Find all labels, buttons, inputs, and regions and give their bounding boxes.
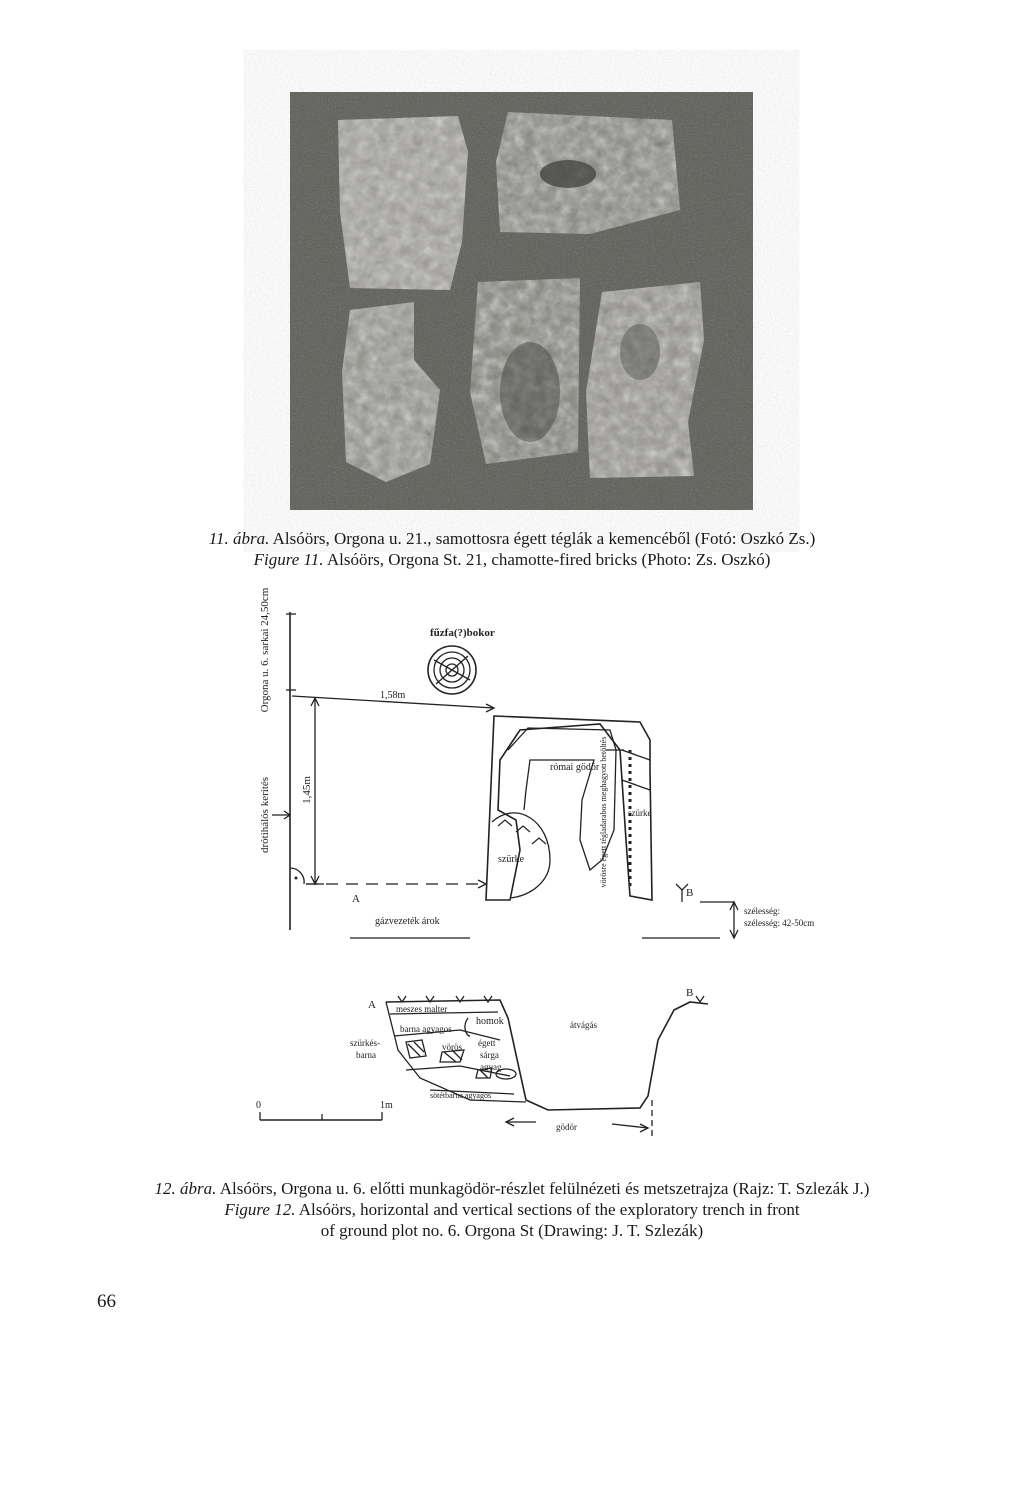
plan-point-b: B [686, 887, 694, 899]
burnt-label: égett [478, 1038, 496, 1048]
figure-12-label: 12. ábra. [154, 1179, 217, 1198]
brick-fill-label: vörösre égett tégladarabos meghagyott betöltés [599, 736, 608, 888]
lime-mortar-label: meszes malter [396, 1004, 448, 1014]
page-number: 66 [97, 1291, 116, 1312]
figure-11-caption [0, 528, 1024, 570]
red-label: vörös [442, 1042, 462, 1052]
trench-drawing [230, 587, 815, 1150]
sand-label: homok [476, 1016, 504, 1027]
dim-width-label: 1,58m [380, 690, 406, 701]
brown-clay-label: barna agyagos [400, 1024, 452, 1034]
plan-point-a: A [352, 893, 360, 905]
width-label: szélesség: 42-50cm [744, 918, 815, 928]
figure-12-caption-en-2: of ground plot no. 6. Orgona St (Drawing: J. T. Szlezák) [320, 1221, 704, 1240]
figure-12-caption-en-1 [0, 1199, 1024, 1220]
figure-11-caption-en-text: Alsóörs, Orgona St. 21, chamotte-fired bricks (Photo: Zs. Oszkó) [323, 550, 771, 569]
tree-label: fűzfa(?)bokor [430, 627, 495, 639]
figure-11-caption-hu [0, 528, 1024, 549]
grey-brown-label-1: szürkés- [350, 1038, 380, 1048]
figure-12-caption [0, 1178, 1024, 1241]
figure-11-caption-hu-text: Alsóörs, Orgona u. 21., samottosra égett téglák a kemencéből (Fotó: Oszkó Zs.) [269, 529, 816, 548]
dark-brown-clay-label: sötétbarna agyagos [430, 1091, 492, 1100]
grey-brown-label: barna [356, 1050, 376, 1060]
figure-11-label: 11. ábra. [208, 529, 270, 548]
dim-height-label: 1,45m [301, 776, 313, 804]
pit-label: gödör [556, 1122, 577, 1132]
figure-12-caption-hu-text: Alsóörs, Orgona u. 6. előtti munkagödör-részlet felülnézeti és metszetrajza (Rajz: T. Szlezák J.) [216, 1179, 870, 1198]
brick-photo [290, 92, 753, 510]
roman-pit-label: római gödör [550, 762, 600, 773]
plan-view [259, 587, 814, 938]
orgona-corner-label: Orgona u. 6. sarkai 24,50cm [259, 587, 271, 713]
brick-1 [338, 116, 468, 290]
width-label-1: szélesség: [744, 906, 780, 916]
figure-12-caption-hu [0, 1178, 1024, 1199]
figure-12-label-en: Figure 12. [224, 1200, 296, 1219]
tree-icon [428, 646, 476, 694]
brick-5 [586, 282, 704, 478]
clay-label: agyag [480, 1062, 502, 1072]
scale-one: 1m [380, 1100, 393, 1111]
figure-11-caption-en [0, 549, 1024, 570]
section-point-a: A [368, 999, 376, 1011]
figure-12-caption-en-text-1: Alsóörs, horizontal and vertical sections of the exploratory trench in front [295, 1200, 800, 1219]
scale-zero: 0 [256, 1100, 261, 1111]
grey-right-label: szürke [628, 808, 652, 818]
section-point-b: B [686, 987, 694, 999]
section-view [256, 987, 708, 1140]
yellow-label: sárga [480, 1050, 499, 1060]
grey-left-label: szürke [498, 854, 525, 865]
fence-label: drótihálós kerítés [259, 776, 271, 854]
cut-label: átvágás [570, 1020, 597, 1030]
gas-trench-label: gázvezeték árok [375, 916, 440, 927]
figure-11-label-en: Figure 11. [253, 550, 324, 569]
